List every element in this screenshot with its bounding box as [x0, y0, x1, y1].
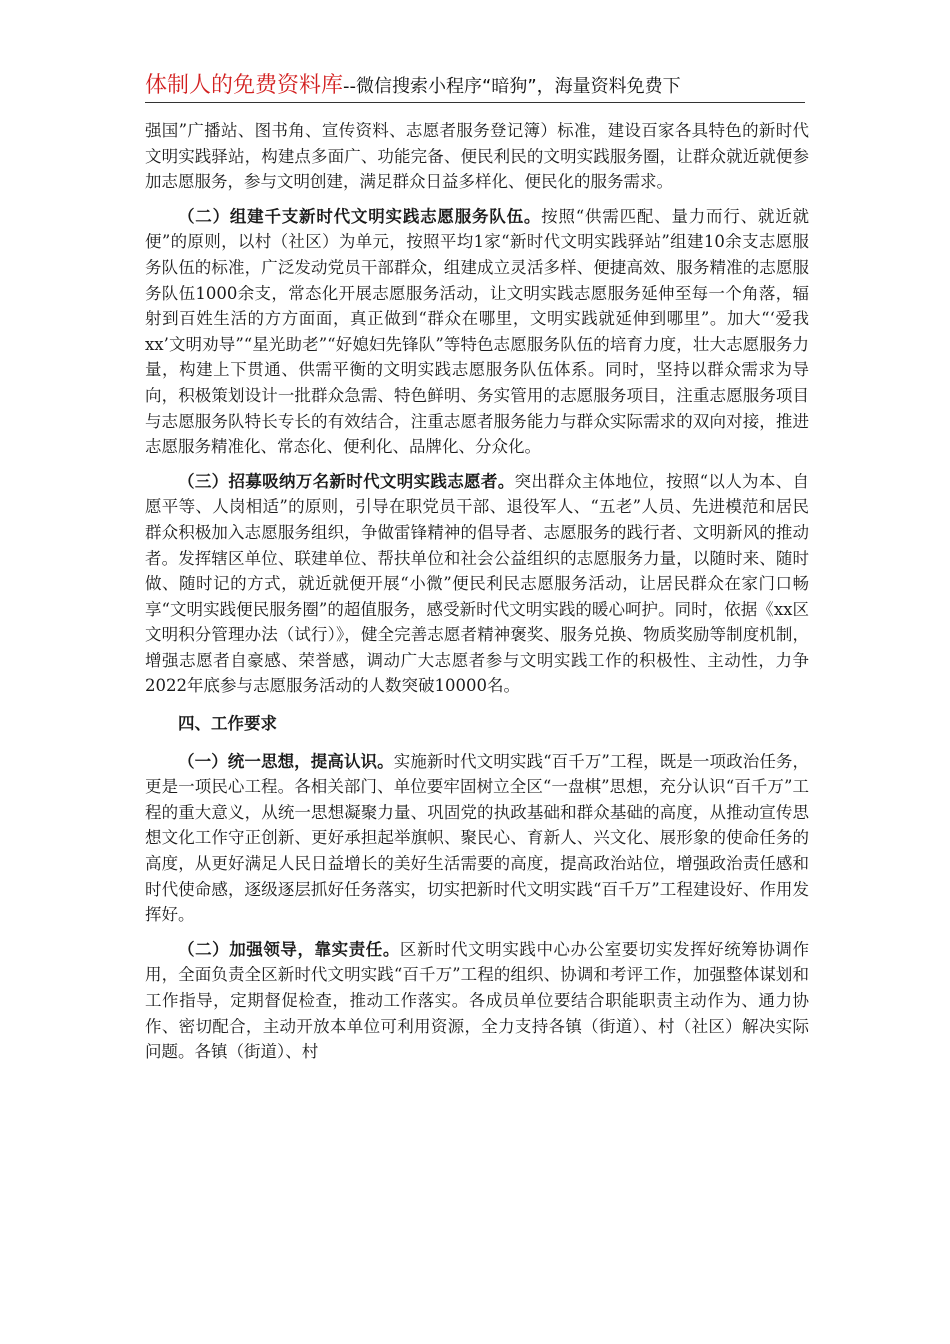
header-promo: --微信搜索小程序“暗狗”，海量资料免费下: [343, 76, 681, 97]
paragraph-lead: （一）统一思想，提高认识。: [178, 751, 394, 771]
paragraph-volunteer-recruitment: [145, 469, 809, 699]
paragraph-strengthen-leadership: [145, 937, 809, 1065]
paragraph-lead: （二）加强领导，靠实责任。: [178, 939, 400, 959]
paragraph-text: 区新时代文明实践中心办公室要切实发挥好统筹协调作用，全面负责全区新时代文明实践“百千万”工程的组织、协调和考评工作，加强整体谋划和工作指导，定期督促检查，推动工作落实。各成员单位要结合职能职责主动作为、通力协作、密切配合，主动开放本单位可利用资源，全力支持各镇（街道）、村（社区）解决实际问题。各镇（街道）、村: [145, 939, 810, 1062]
paragraph-text: 实施新时代文明实践“百千万”工程，既是一项政治任务，更是一项民心工程。各相关部门、单位要牢固树立全区“一盘棋”思想，充分认识“百千万”工程的重大意义，从统一思想凝聚力量、巩固党的执政基础和群众基础的高度，从推动宣传思想文化工作守正创新、更好承担起举旗帜、聚民心、育新人、兴文化、展形象的使命任务的高度，从更好满足人民日益增长的美好生活需要的高度，提高政治站位，增强政治责任感和时代使命感，逐级逐层抓好任务落实，切实把新时代文明实践“百千万”工程建设好、作用发挥好。: [145, 751, 810, 925]
section-heading: 四、工作要求: [178, 714, 277, 734]
paragraph-lead: （三）招募吸纳万名新时代文明实践志愿者。: [178, 471, 515, 491]
paragraph-text: 按照“供需匹配、量力而行、就近就便”的原则，以村（社区）为单元，按照平均1家“新时代文明实践驿站”组建10余支志愿服务队伍的标准，广泛发动党员干部群众，组建成立灵活多样、便捷高效、服务精准的志愿服务队伍1000余支，常态化开展志愿服务活动，让文明实践志愿服务延伸至每一个角落，辐射到百姓生活的方方面面，真正做到“群众在哪里，文明实践就延伸到哪里”。加大“‘爱我xx’文明劝导”“星光助老”“好媳妇先锋队”等特色志愿服务队伍的培育力度，壮大志愿服务力量，构建上下贯通、供需平衡的文明实践志愿服务队伍体系。同时，坚持以群众需求为导向，积极策划设计一批群众急需、特色鲜明、务实管用的志愿服务项目，注重志愿服务项目与志愿服务队特长专长的有效结合，注重志愿者服务能力与群众实际需求的双向对接，推进志愿服务精准化、常态化、便利化、品牌化、分众化。: [145, 206, 810, 457]
paragraph-lead: （二）组建千支新时代文明实践志愿服务队伍。: [178, 206, 542, 226]
paragraph-text: 强国”广播站、图书角、宣传资料、志愿者服务登记簿）标准，建设百家各具特色的新时代文明实践驿站，构建点多面广、功能完备、便民利民的文明实践服务圈，让群众就近就便参加志愿服务，参与文明创建，满足群众日益多样化、便民化的服务需求。: [145, 121, 809, 192]
paragraph-unify-thinking: [145, 749, 809, 928]
paragraph-continuation: [145, 118, 809, 195]
document-body: [145, 118, 809, 1074]
paragraph-text: 突出群众主体地位，按照“以人为本、自愿平等、人岗相适”的原则，引导在职党员干部、退役军人、“五老”人员、先进模范和居民群众积极加入志愿服务组织，争做雷锋精神的倡导者、志愿服务的践行者、文明新风的推动者。发挥辖区单位、联建单位、帮扶单位和社会公益组织的志愿服务力量，以随时来、随时做、随时记的方式，就近就便开展“小微”便民利民志愿服务活动，让居民群众在家门口畅享“文明实践便民服务圈”的超值服务，感受新时代文明实践的暖心呵护。同时，依据《xx区文明积分管理办法（试行）》，健全完善志愿者精神褒奖、服务兑换、物质奖励等制度机制，增强志愿者自豪感、荣誉感，调动广大志愿者参与文明实践工作的积极性、主动性，力争2022年底参与志愿服务活动的人数突破10000名。: [145, 471, 810, 696]
page-header: [145, 68, 805, 103]
header-brand: 体制人的免费资料库: [145, 73, 344, 98]
paragraph-volunteer-teams: [145, 204, 809, 460]
